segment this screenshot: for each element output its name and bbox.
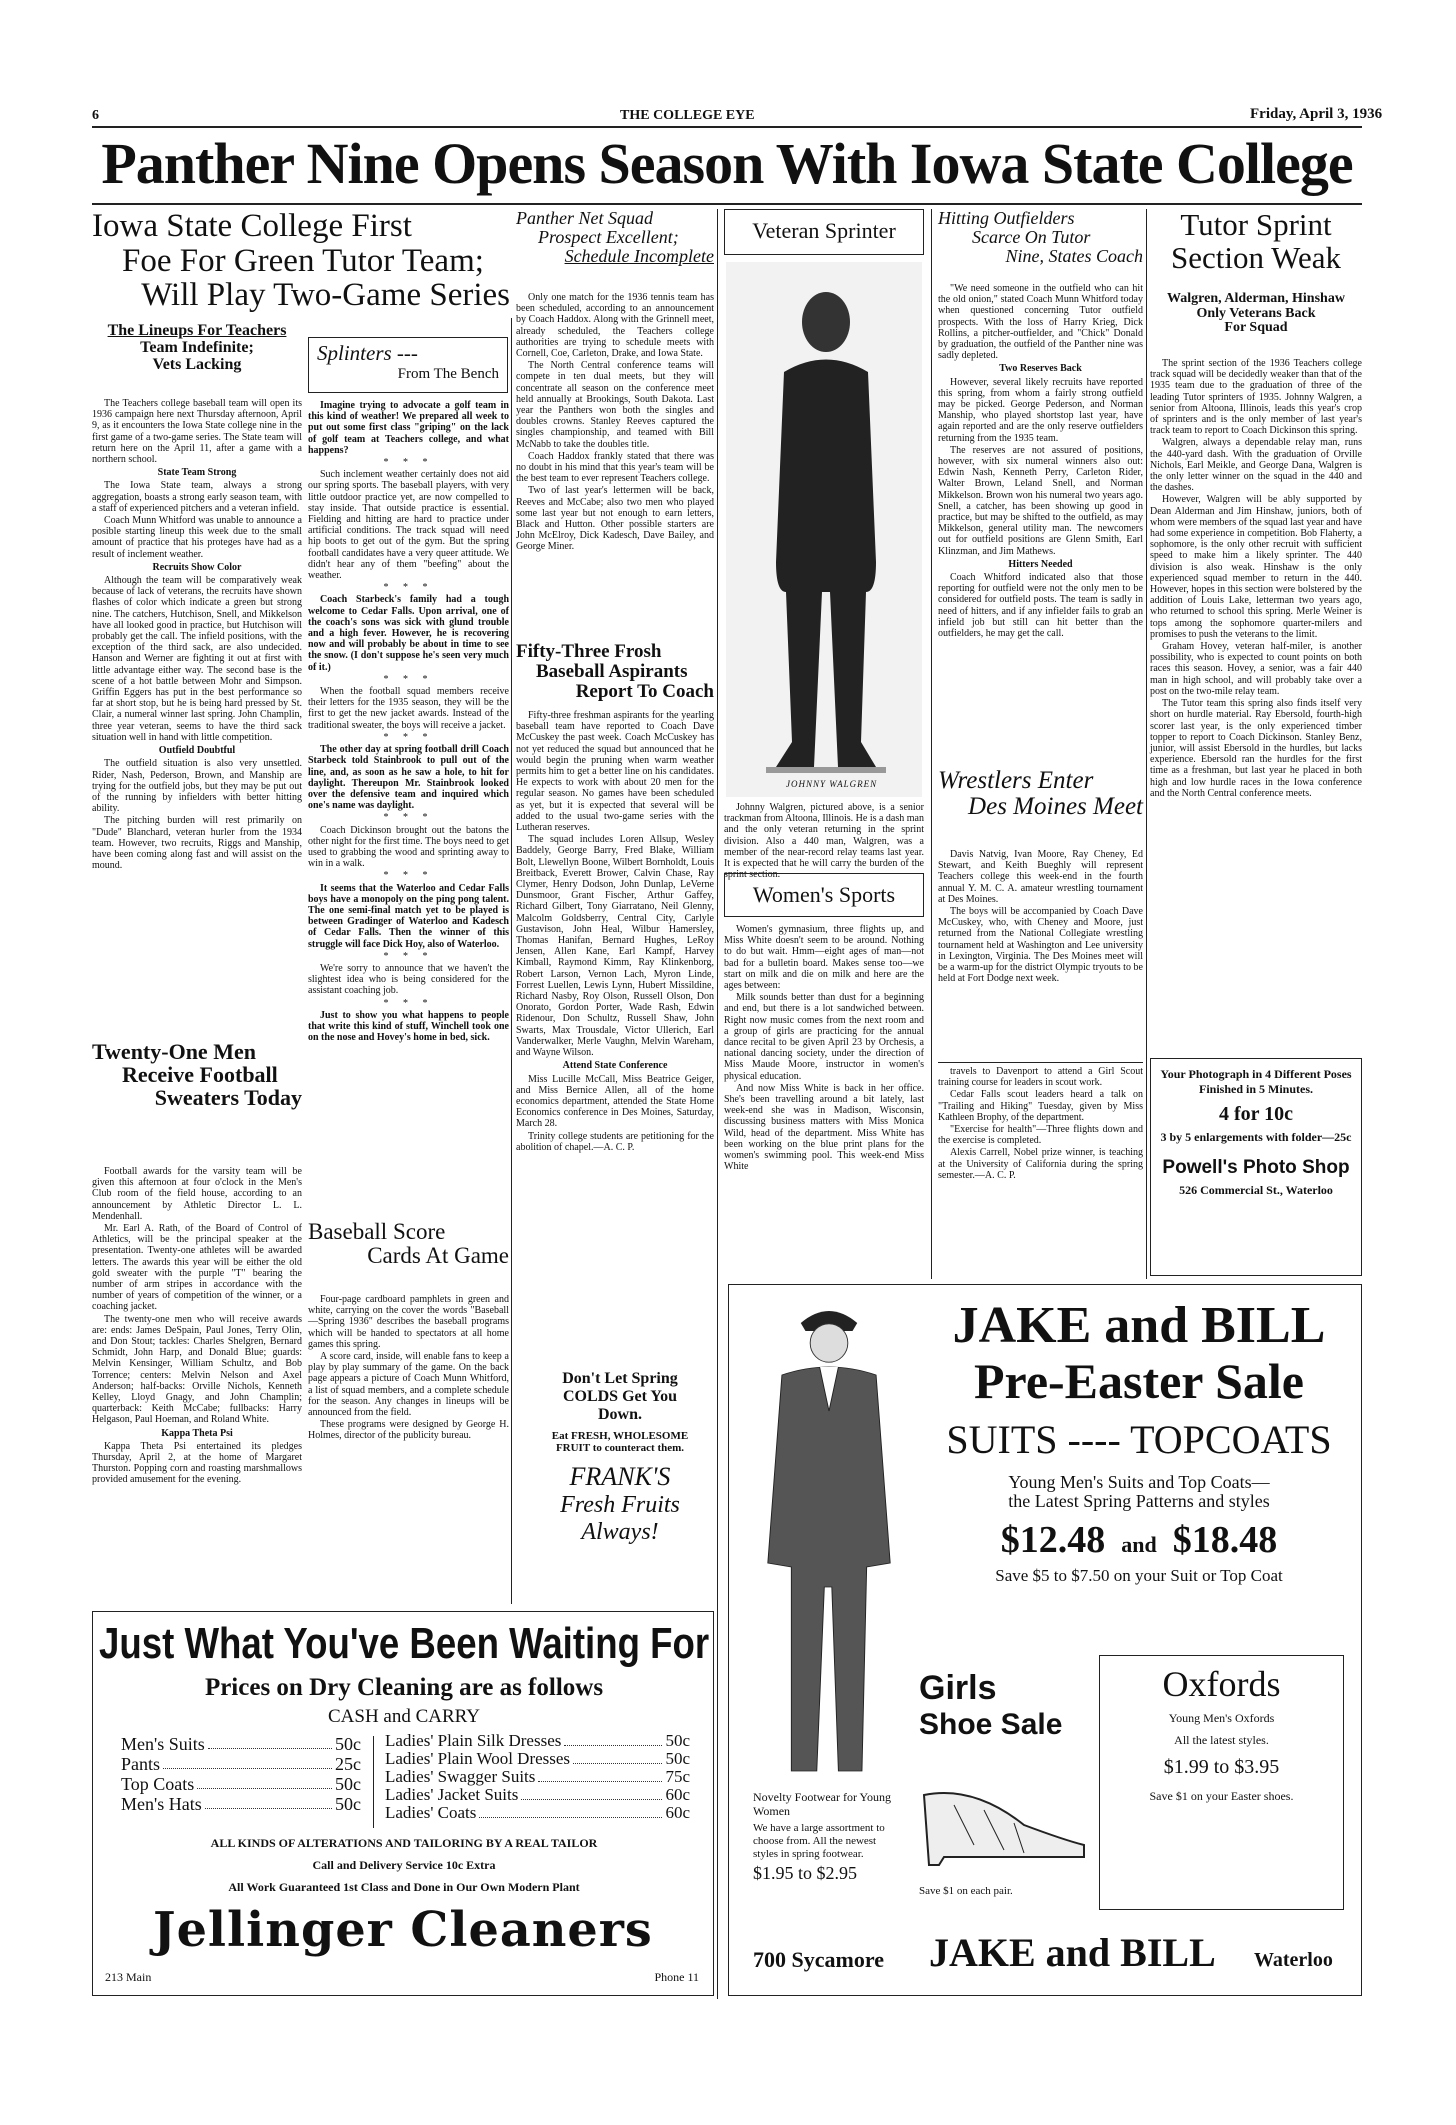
article-headline: [938, 209, 1143, 266]
sprinter-photo-icon: [726, 262, 922, 797]
column-title: Splinters ---: [317, 341, 418, 365]
article-body: [92, 1166, 302, 1606]
paragraph: Johnny Walgren, pictured above, is a senior trackman from Altoona, Illinois. He is a dash man and the only veteran returning in the sprint division. Also a 440 man, Walgren, was a member of the near-record relay teams last year. It is expected that he will carry the burden of the sprint section.: [724, 802, 924, 881]
ad-section-title: Oxfords: [1162, 1664, 1281, 1704]
paragraph: Coach Haddox frankly stated that there was no doubt in his mind that this year's team will be the best team to ever represent Teachers college.: [516, 450, 714, 485]
item-price: 50c: [335, 1774, 361, 1794]
ad-price: $18.48: [1172, 1518, 1278, 1561]
column-rule: [1146, 209, 1147, 1279]
paragraph: The other day at spring football drill Coach Starbeck told Stainbrook to pull out of the line, and, as soon as he saw a hole, to hit for daylight. Thereupon Mr. Stainbrook looked over the defensive team and inquired which one's name was daylight.: [308, 744, 509, 812]
article-body: [516, 292, 714, 637]
ad-text: and: [1121, 1531, 1157, 1557]
headline-line: Report To Coach: [575, 680, 714, 702]
paragraph: Alexis Carrell, Nobel prize winner, is teaching at the University of California during the spring semester.—A. C. P.: [938, 1147, 1143, 1181]
ad-line: All the latest styles.: [1174, 1733, 1269, 1748]
price-row: [121, 1794, 361, 1814]
item-price: 60c: [665, 1785, 690, 1804]
paragraph: Coach Whitford indicated also that those reporting for outfield were not the only men to be considered for outfield posts. The team is sadly in need of hitters, and if any infielder fails to grab an infield job but still can hit better than the outfielders, he may get the call.: [938, 572, 1143, 640]
headline-line: Des Moines Meet: [968, 793, 1143, 821]
subheading: State Team Strong: [157, 467, 237, 479]
paragraph: The reserves are not assured of positions, however, with six numeral winners also out: Edwin Nash, Kenneth Perry, Carleton Rider, Walter Brown, Leland Snell, and Norman Mikkelson. Brown won his numeral two years ago. Snell, a catcher, has been showing up good in practice, but may be shifted to the outfield, as may Mikkelson, general utility man. The newcomers out for outfield positions are Glenn Smith, Earl Klinzman, and Jim Mathews.: [938, 444, 1143, 557]
subhead-line: Walgren, Alderman, Hinshaw: [1167, 291, 1345, 306]
ad-line: We have a large assortment to choose from. All the newest styles in spring footwear.: [753, 1822, 885, 1860]
headline-line: Twenty-One Men: [92, 1039, 256, 1064]
item-price: 50c: [335, 1734, 361, 1754]
ad-sale-title: Pre-Easter Sale: [973, 1353, 1304, 1409]
ad-section-title: Girls: [919, 1669, 997, 1707]
paragraph: When the football squad members receive their letters for the 1935 season, they will be the first to get the new jacket awards. Instead of the traditional sweater, the boys will receive a jacket.: [308, 686, 509, 731]
subheading: Two Reserves Back: [999, 363, 1082, 375]
paragraph: The outfield situation is also very unsettled. Rider, Nash, Pederson, Brown, and Manship are trying for the outfield jobs, but they may be put out of the running by infielders with better hitting ability.: [92, 758, 302, 815]
article-headline: [516, 642, 714, 702]
headline-line: Fifty-Three Frosh: [516, 641, 662, 662]
paragraph: The Teachers college baseball team will open its 1936 campaign here next Thursday afternoon, April 9, as it encounters the Iowa State college nine in the first game of a two-game series. The State team will return here on the April 11, after a game with a northern school.: [92, 398, 302, 466]
column-rule: [717, 209, 718, 1999]
ad-prices: [919, 1518, 1359, 1561]
article-body: [516, 710, 714, 1355]
column-rule: [931, 209, 932, 1279]
item-name: Men's Suits: [121, 1734, 205, 1754]
ad-section-title: Shoe Sale: [919, 1708, 1063, 1741]
ad-line: ALL KINDS OF ALTERATIONS AND TAILORING BY A REAL TAILOR: [210, 1836, 598, 1850]
headline-line: Sweaters Today: [154, 1085, 302, 1111]
column-title-box: [724, 873, 924, 917]
headline-line: Iowa State College First: [92, 208, 412, 244]
headline-line: Schedule Incomplete: [564, 245, 714, 266]
paragraph: The twenty-one men who will receive awards are: ends: James DeSpain, Paul Jones, Terry Olin, and Don Stout; tackles: Charles Shelgren, Bernard Schmidt, John Harp, and Donald Blue; guards: Melvin Kensinger, William Schultz, and Bob Torrence; centers: Melvin Nelson and Axel Anderson; half-backs: Orville Nichols, Kenneth Kelley, Lloyd Gnagy, and John Champlin; quarterback: Keith McCabe; fullbacks: Harry Helgason, Paul Hoeman, and Roland White.: [92, 1313, 302, 1426]
paragraph: Graham Hovey, veteran half-miler, is another possibility, who is expected to count points on both races this season. Hovey, a senior, was a fair 440 man in high school, and will probably take over a post on the two-mile relay team.: [1150, 641, 1362, 697]
paragraph: Milk sounds better than dust for a beginning and end, but there is a lot sandwiched between. Right now music comes from the next room and a group of girls are practicing for the annual dance recital to be given April 23 by Orchesis, a national dancing society, under the direction of Miss Maude Moore, instructor in women's physical education.: [724, 992, 924, 1082]
article-body: [724, 802, 924, 881]
ad-address: 526 Commercial St., Waterloo: [1179, 1183, 1333, 1197]
headline-line: Hitting Outfielders: [938, 208, 1075, 228]
divider: [938, 1062, 1143, 1063]
page-number: 6: [92, 108, 99, 123]
ad-subheadline: Prices on Dry Cleaning are as follows: [204, 1674, 604, 1701]
item-price: 25c: [335, 1754, 361, 1774]
paragraph: The squad includes Loren Allsup, Wesley Baddely, George Barry, Fred Blake, William Bolt, Llewellyn Boone, Wilbert Bornholdt, Louis Breitback, Everett Brower, Calvin Chase, Ray Clymer, Henry Dodson, John Dunlap, LeVerne Dunsmoor, Grant Fischer, Arthur Gaffey, Richard Gilbert, Tony Giarratano, Neil Glenny, Malcolm Goldsberry, Central City, Carlyle Gustavison, John Heal, Wilbur Hamersley, Thomas Hanifan, Bernard Hughes, LeRoy Jensen, Allen Kane, Earl Kampf, Harvey Kimball, Raymond Kimm, Ray Klinkenborg, Robert Larson, Vernon Lach, Myron Linde, Forrest Luellen, Lewis Lynn, Hubert Missildine, Richard Nasby, Roy Olson, Russell Olson, Don Onorato, Gordon Porter, Wade Rash, Edwin Ridenour, Don Schultz, Russell Shaw, John Swarts, Max Trousdale, Victor Ullerich, Earl Vanderwalker, Merle Vaughn, Melvin Wareham, and Wayne Wilson.: [516, 834, 714, 1059]
paragraph: Coach Dickinson brought out the batons the other night for the first time. The boys need to get used to grabbing the wood and sprinting away to win in a walk.: [308, 824, 509, 870]
ad-phone: Phone 11: [654, 1970, 699, 1984]
article-headline: [938, 768, 1143, 821]
article-body: [938, 283, 1143, 763]
ad-line: Save $1 on your Easter shoes.: [1149, 1788, 1294, 1803]
paragraph: Davis Natvig, Ivan Moore, Ray Cheney, Ed Stewart, and Keith Bueghly will represent Teachers college this week-end in the fourth annual Y. M. C. A. amateur wrestling tournament at Des Moines.: [938, 849, 1143, 905]
paper-name: THE COLLEGE EYE: [620, 108, 755, 123]
paragraph: The boys will be accompanied by Coach Dave McCuskey, who, with Cheney and Moore, just returned from the National Collegiate wrestling tournament held at Washington and Lee university in Lexington, Virginia. The Des Moines meet will be a warm-up for the district Olympic tryouts to be held at Fort Dodge next week.: [938, 906, 1143, 985]
subhead-line: For Squad: [1224, 320, 1288, 336]
ad-line: 3 by 5 enlargements with folder—25c: [1160, 1130, 1352, 1144]
ad-store-name: JAKE and BILL: [929, 1930, 1216, 1975]
oxfords-box: [1099, 1655, 1344, 1910]
paragraph: These programs were designed by George H. Holmes, director of the publicity bureau.: [308, 1419, 509, 1442]
price-row: [121, 1774, 361, 1794]
paragraph: Kappa Theta Psi entertained its pledges Thursday, April 2, at the home of Margaret Thurston. Popping corn and roasting marshmallows provided amusement for the evening.: [92, 1440, 302, 1486]
paragraph: Women's gymnasium, three flights up, and Miss White doesn't seem to be around. Nothing to do but wait. Hmm—eight ages of man—not bad for a bulletin board. Makes sense too—we start on milk and die on milk and here are the ages between:: [724, 924, 924, 992]
article-headline: [92, 209, 510, 313]
item-price: 60c: [665, 1803, 690, 1822]
ad-line: Young Men's Oxfords: [1168, 1710, 1275, 1725]
ad-line: COLDS Get You: [562, 1388, 678, 1405]
subheading: Attend State Conference: [562, 1060, 668, 1072]
paragraph: Imagine trying to advocate a golf team in this kind of weather! We prepared all week to put out some first class "griping" on the lack of golf team at Teachers college, and what happens?: [308, 400, 509, 456]
headline-line: Cards At Game: [367, 1243, 509, 1269]
separator: * * *: [383, 582, 434, 594]
separator: * * *: [383, 457, 434, 469]
ad-headline: Just What You've Been Waiting For: [99, 1619, 710, 1668]
ad-store-name: Jellinger Cleaners: [153, 1902, 653, 1958]
article-headline: [1150, 209, 1362, 274]
headline-line: Baseball Score: [308, 1219, 446, 1244]
ad-line: Down.: [597, 1406, 642, 1423]
item-price: 50c: [665, 1731, 690, 1750]
column-title: Women's Sports: [752, 882, 896, 907]
price-list-ladies: [385, 1732, 690, 1822]
column-subtitle: From The Bench: [397, 366, 499, 382]
ad-slogan: Always!: [581, 1519, 659, 1545]
paragraph: Although the team will be comparatively weak because of lack of veterans, the recruits have shown flashes of color which indicate a green but strong nine. The catchers, Hutchison, Snell, and Mikkelson have all looked good in practice, but Hutchison will probably get the call. The infield positions, with the exception of the third sack, are also undecided. Hanson and Werner are fighting it out at first with little advantage either way. The second base is the scene of a hot battle between Mohr and Simpson. Griffin Eggers has put in the best performance so far at short stop, but he is being hard pressed by St. Clair, a numeral winner last spring. John Champlin, three year veteran, seems to have the third sack situation well in hand with little competition.: [92, 575, 302, 743]
subheading: Outfield Doubtful: [158, 745, 236, 757]
ad-store-name: JAKE and BILL: [952, 1297, 1326, 1354]
item-name: Top Coats: [121, 1774, 195, 1794]
shoe-illustration-icon: [914, 1765, 1094, 1875]
item-name: Ladies' Plain Wool Dresses: [385, 1749, 571, 1768]
item-name: Ladies' Jacket Suits: [385, 1785, 519, 1804]
article-body: [938, 849, 1143, 1061]
headline-line: Nine, States Coach: [1005, 245, 1143, 266]
column-title: Veteran Sprinter: [752, 218, 896, 243]
article-body: [724, 924, 924, 1276]
article-subhead: [1150, 292, 1362, 336]
paragraph: We're sorry to announce that we haven't the slightest idea who is being considered for the assistant coaching job.: [308, 962, 509, 997]
separator: * * *: [383, 870, 434, 882]
separator: * * *: [383, 673, 434, 685]
ad-price: $12.48: [1000, 1518, 1106, 1561]
paragraph: The North Central conference teams will compete in ten dual meets, but they will concentrate all season on the conference meet held annually at Brookings, South Dakota. Last year the Panthers won both the singles and doubles crowns. Stanley Reeves captured the singles championship, and teamed with Bill McNabb to take the doubles title.: [516, 360, 714, 450]
paragraph: Coach Starbeck's family had a tough welcome to Cedar Falls. Upon arrival, one of the coach's sons was sick with glund trouble and a high fever. However, he is recovering now and will probably be about in time to see the snow. (I don't suppose he's seen very much of it.): [308, 594, 509, 673]
paragraph: The Iowa State team, always a strong aggregation, boasts a strong early season team, with a staff of experienced pitchers and a veteran infield.: [92, 480, 302, 514]
paragraph: Miss Lucille McCall, Miss Beatrice Geiger, and Miss Bernice Allen, all of the home economics department, attended the State Home Economics conference in Des Moines, Saturday, March 28.: [516, 1073, 714, 1130]
ad-line: Don't Let Spring: [562, 1370, 678, 1387]
ad-address: 700 Sycamore: [753, 1947, 884, 1972]
ad-line: Eat FRESH, WHOLESOME FRUIT to counteract them.: [551, 1430, 689, 1454]
column-title-box: [724, 209, 924, 255]
paragraph: The pitching burden will rest primarily on "Dude" Blanchard, veteran hurler from the 1934 team. However, two recruits, Riggs and Manship, have been coming along fast and will assist on the mound.: [92, 815, 302, 872]
paragraph: Such inclement weather certainly does not aid our spring sports. The baseball players, with very little outdoor practice yet, are now compelled to stay inside. That outside practice is essential. Fielding and hitting are hard to practice under artificial conditions. The track squad will need hip boots to get out of the gym. But the spring football candidates have a very queer attitude. We didn't hear any of them "beefing" about the weather.: [308, 469, 509, 582]
ad-line: Young Men's Suits and Top Coats—: [1008, 1472, 1270, 1492]
ad-line: Novelty Footwear for Young Women: [753, 1790, 891, 1818]
item-name: Pants: [121, 1754, 161, 1774]
item-name: Men's Hats: [121, 1794, 202, 1814]
paragraph: Two of last year's lettermen will be back, Reeves and McCabe; also two men who played some last year but not enough to earn letters, Black and Hutton. Other possible starters are John McElroy, Dick Kadesch, Dave Bailey, and George Miner.: [516, 485, 714, 553]
paragraph: However, Walgren will be ably supported by Dean Alderman and Jim Hinshaw, juniors, both of whom were members of the squad last year and have had some experience in competition. Bob Flaherty, a sophomore, is the only other recruit with sufficient speed to make him a likely sprinter. The 440 division is also weak. Hinshaw is the only experienced squad member to return in the 440. However, hopes in this section were bolstered by the addition of Louis Lake, letterman two years ago, who returned to school this spring. Merle Weiner is tops among the sophomore quarter-milers and promises to push the veterans to the limit.: [1150, 494, 1362, 640]
headline-line: Tutor Sprint: [1180, 207, 1332, 242]
article-headline: [516, 209, 714, 266]
paragraph: A score card, inside, will enable fans to keep a play by play summary of the game. On the back page appears a picture of Coach Munn Whitford, a list of squad members, and a complete schedule for the season. Any changes in lineups will be announced from the field.: [308, 1351, 509, 1419]
subhead-line: Team Indefinite;: [140, 338, 254, 356]
separator: * * *: [383, 950, 434, 962]
price-row: [385, 1750, 690, 1768]
ad-line: Save $5 to $7.50 on your Suit or Top Coat: [995, 1565, 1283, 1585]
item-name: Ladies' Plain Silk Dresses: [385, 1731, 562, 1750]
price-row: [121, 1754, 361, 1774]
jake-and-bill-ad: [728, 1284, 1362, 1996]
headline-line: Panther Net Squad: [516, 208, 653, 228]
paragraph: Only one match for the 1936 tennis team has been scheduled, according to an announcement by Coach Haddox. Along with the Grinnell meet, already scheduled, the Teachers college authorities are trying to schedule meets with Cornell, Coe, Carleton, Drake, and Iowa State.: [516, 292, 714, 360]
subhead-line: Only Veterans Back: [1196, 305, 1316, 321]
item-price: 50c: [665, 1749, 690, 1768]
paragraph: And now Miss White is back in her office. She's been travelling around a bit lately, last week-end she was in Madison, Wisconsin, discussing business matters with Miss Monica Wild, head of the department. Miss White has been working on the blue print plans for the women's swimming pool. This week-end Miss White: [724, 1082, 924, 1173]
separator: * * *: [383, 731, 434, 743]
article-body: [92, 398, 302, 1033]
divider: [373, 1736, 374, 1828]
ad-line: All Work Guaranteed 1st Class and Done in Our Own Modern Plant: [228, 1880, 580, 1894]
franks-fruit-ad: [540, 1362, 700, 1602]
price-row: [385, 1786, 690, 1804]
ad-line: Your Photograph in 4 Different Poses Finished in 5 Minutes.: [1160, 1067, 1352, 1096]
ad-line: Call and Delivery Service 10c Extra: [312, 1858, 496, 1872]
headline-line: Scarce On Tutor: [972, 226, 1091, 247]
item-price: 50c: [335, 1794, 361, 1814]
article-subhead: [92, 323, 302, 373]
photo-caption: JOHNNY WALGREN: [786, 779, 878, 789]
item-price: 75c: [665, 1767, 690, 1786]
girls-shoe-sale: [919, 1671, 1089, 1743]
ad-slogan: Fresh Fruits: [560, 1492, 680, 1518]
jellinger-cleaners-ad: [92, 1611, 714, 1996]
paragraph: The Tutor team this spring also finds itself very short on hurdle material. Ray Ebersold, fourth-high scorer last year, is the only experienced timber topper to report to Coach Dickinson. Stanley Benz, junior, will assist Ebersold in the hurdles, but lacks experience. Ebersold ran the hurdles for the first time as a freshman, but last year he placed in both high and low hurdle races in the Iowa conference and the North Central conference meets.: [1150, 698, 1362, 799]
headline-line: Prospect Excellent;: [538, 226, 679, 247]
article-body: [1150, 358, 1362, 1040]
subhead-line: The Lineups For Teachers: [107, 322, 287, 339]
price-row: [385, 1768, 690, 1786]
price-row: [121, 1734, 361, 1754]
ad-category: SUITS ---- TOPCOATS: [946, 1417, 1332, 1462]
article-headline: [92, 1040, 302, 1109]
paragraph: Mr. Earl A. Rath, of the Board of Control of Athletics, will be the principal speaker at the presentation. Twenty-one athletes will be awarded letters. The awards this year will be either the old gold sweater with the purple "T" bearing the number of arm stripes in accordance with the number of years of competition of the winner, or a coaching jacket.: [92, 1223, 302, 1313]
subheading: Hitters Needed: [1008, 558, 1073, 570]
column-rule: [511, 318, 512, 1604]
headline-line: Wrestlers Enter: [938, 767, 1094, 794]
paragraph: Football awards for the varsity team will be given this afternoon at four o'clock in the Men's Club room of the field house, according to an announcement by Athletic Director L. L. Mendenhall.: [92, 1166, 302, 1222]
paragraph: The sprint section of the 1936 Teachers college track squad will be decidedly weaker than that of the 1935 team due to the graduation of three of the leading Tutor sprinters of 1935. Johnny Walgren, a senior from Altoona, Illinois, leads this year's crop of sprinters and is the only member of last year's track team to report to Coach Dickinson this spring.: [1150, 358, 1362, 437]
column-title-box: [308, 337, 508, 393]
paragraph: Trinity college students are petitioning for the abolition of chapel.—A. C. P.: [516, 1130, 714, 1153]
paragraph: travels to Davenport to attend a Girl Scout training course for leaders in scout work.: [938, 1066, 1143, 1089]
ad-price: $1.95 to $2.95: [753, 1863, 858, 1883]
separator: * * *: [383, 997, 434, 1009]
paragraph: Cedar Falls scout leaders heard a talk on "Trailing and Hiking" Tuesday, given by Miss Kathleen Brophy, of the department.: [938, 1089, 1143, 1123]
divider: [92, 126, 1362, 128]
paragraph: "We need someone in the outfield who can hit the old onion," stated Coach Munn Whitford today when questioned concerning Tutor outfield prospects. With the loss of Harry Krieg, Dick Rollins, a pitcher-outfielder, and "Chick" Donald by graduation, the outfield of the Panther nine was sadly depleted.: [938, 283, 1143, 362]
issue-date: Friday, April 3, 1936: [1250, 106, 1383, 122]
ad-line: the Latest Spring Patterns and styles: [1008, 1490, 1270, 1511]
ad-city: Waterloo: [1254, 1949, 1333, 1971]
headline-line: Section Weak: [1171, 239, 1341, 275]
price-row: [385, 1732, 690, 1750]
ad-line: Save $1 on each pair.: [919, 1885, 1013, 1897]
article-body: [308, 400, 509, 1215]
ad-price: $1.99 to $3.95: [1163, 1755, 1280, 1778]
powell-photo-ad: [1150, 1058, 1362, 1276]
headline-line: Baseball Aspirants: [536, 660, 688, 682]
paragraph: Just to show you what happens to people that write this kind of stuff, Winchell took one on the nose and Hovey's home in bed, sick.: [308, 1009, 509, 1044]
separator: * * *: [383, 812, 434, 824]
ad-store-name: FRANK'S: [569, 1462, 671, 1491]
article-headline: [308, 1220, 509, 1268]
man-in-suit-illustration-icon: [749, 1299, 909, 1779]
article-body: [308, 1294, 509, 1604]
ad-price: 4 for 10c: [1218, 1103, 1294, 1125]
ad-store-name: Powell's Photo Shop: [1162, 1157, 1350, 1178]
athlete-photo: [726, 262, 922, 797]
paragraph: It seems that the Waterloo and Cedar Falls boys have a monopoly on the ping pong talent. The one semi-final match yet to be played is between Gradinger of Waterloo and Kadesch of Cedar Falls. Then the winner of this struggle will face Dick Hoy, also of Waterloo.: [308, 882, 509, 950]
banner-headline: Panther Nine Opens Season With Iowa State College: [101, 131, 1353, 196]
paragraph: Fifty-three freshman aspirants for the yearling baseball team have reported to Coach Dave McCuskey the past week. Coach McCuskey has not yet reduced the squad but announced that he would begin the pruning when warm weather permits him to get a better line on his candidates. He expects to work with about 20 men for the regular season. No games have been scheduled as yet, but it is expected that several will be added to the usual two-game series with the Lutheran reserves.: [516, 710, 714, 834]
price-list-men: [121, 1734, 361, 1814]
paragraph: Coach Munn Whitford was unable to announce a posible starting lineup this week due to the small amount of practice that his proteges have had as a result of inclement weather.: [92, 515, 302, 560]
headline-line: Will Play Two-Game Series: [141, 277, 510, 314]
headline-line: Receive Football: [122, 1062, 278, 1088]
subhead-line: Vets Lacking: [152, 355, 242, 373]
divider: [92, 203, 1362, 205]
item-name: Ladies' Swagger Suits: [385, 1767, 536, 1786]
subheading: Recruits Show Color: [152, 561, 242, 573]
price-row: [385, 1804, 690, 1822]
paragraph: Four-page cardboard pamphlets in green and white, carrying on the cover the words "Baseball—Spring 1936" describes the baseball programs which will be handed to spectators at all home games this spring.: [308, 1294, 509, 1350]
ad-address: 213 Main: [105, 1970, 152, 1984]
item-name: Ladies' Coats: [385, 1803, 477, 1822]
paragraph: "Exercise for health"—Three flights down and the exercise is completed.: [938, 1124, 1143, 1147]
headline-line: Foe For Green Tutor Team;: [122, 242, 484, 279]
ad-line: CASH and CARRY: [327, 1706, 481, 1727]
subheading: Kappa Theta Psi: [161, 1427, 233, 1439]
article-body: [938, 1066, 1143, 1276]
paragraph: Walgren, always a dependable relay man, runs the 440-yard dash. With the graduation of Orville Nichols, Earl Meikle, and George Dana, Walgren is the only letter winner on the squad in the 440 and the dashes.: [1150, 437, 1362, 494]
paragraph: However, several likely recruits have reported this spring, from whom a fairly strong outfield may be picked. George Pederson, and Norman Manship, who played shortstop last year, have again reported and are the only reserve outfielders returning from the 1935 team.: [938, 376, 1143, 444]
